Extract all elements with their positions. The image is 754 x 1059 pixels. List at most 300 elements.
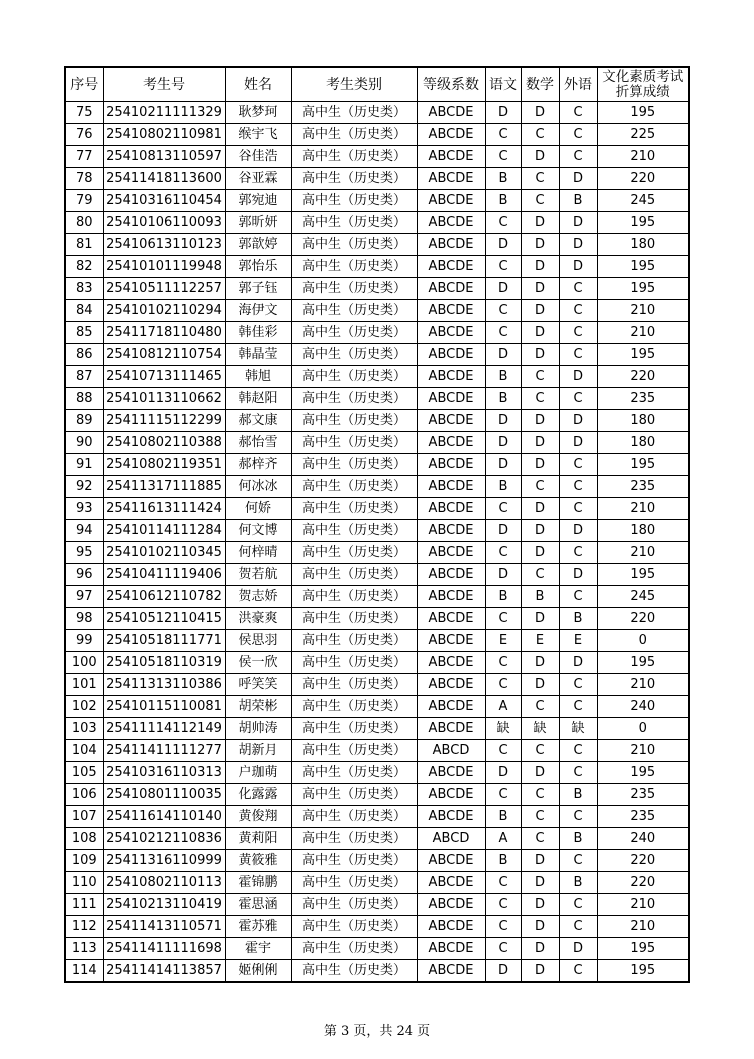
cell-seq: 92 bbox=[65, 476, 103, 498]
cell-math: D bbox=[521, 850, 559, 872]
table-row bbox=[65, 938, 689, 960]
cell-seq: 111 bbox=[65, 894, 103, 916]
cell-name: 化露露 bbox=[225, 784, 291, 806]
cell-foreign: B bbox=[559, 784, 597, 806]
cell-category: 高中生（历史类） bbox=[291, 168, 417, 190]
cell-seq: 83 bbox=[65, 278, 103, 300]
cell-chinese: D bbox=[485, 454, 521, 476]
cell-category: 高中生（历史类） bbox=[291, 300, 417, 322]
cell-foreign: C bbox=[559, 960, 597, 983]
table-row bbox=[65, 146, 689, 168]
cell-foreign: D bbox=[559, 234, 597, 256]
cell-seq: 89 bbox=[65, 410, 103, 432]
table-row bbox=[65, 388, 689, 410]
cell-math: E bbox=[521, 630, 559, 652]
cell-name: 霍锦鹏 bbox=[225, 872, 291, 894]
table-row bbox=[65, 696, 689, 718]
cell-category: 高中生（历史类） bbox=[291, 806, 417, 828]
cell-exam-id: 25410813110597 bbox=[103, 146, 225, 168]
cell-grade-coef: ABCDE bbox=[417, 454, 485, 476]
cell-score: 180 bbox=[597, 432, 689, 454]
cell-math: D bbox=[521, 608, 559, 630]
cell-math: C bbox=[521, 124, 559, 146]
cell-chinese: C bbox=[485, 256, 521, 278]
table-row bbox=[65, 894, 689, 916]
cell-category: 高中生（历史类） bbox=[291, 608, 417, 630]
cell-exam-id: 25410802110388 bbox=[103, 432, 225, 454]
cell-grade-coef: ABCDE bbox=[417, 410, 485, 432]
cell-score: 195 bbox=[597, 278, 689, 300]
cell-category: 高中生（历史类） bbox=[291, 520, 417, 542]
cell-grade-coef: ABCDE bbox=[417, 212, 485, 234]
cell-foreign: C bbox=[559, 916, 597, 938]
cell-grade-coef: ABCDE bbox=[417, 674, 485, 696]
cell-grade-coef: ABCDE bbox=[417, 916, 485, 938]
header-category: 考生类别 bbox=[291, 67, 417, 102]
cell-name: 韩佳彩 bbox=[225, 322, 291, 344]
cell-name: 侯思羽 bbox=[225, 630, 291, 652]
cell-name: 海伊文 bbox=[225, 300, 291, 322]
cell-grade-coef: ABCDE bbox=[417, 850, 485, 872]
cell-math: D bbox=[521, 652, 559, 674]
cell-name: 贺若航 bbox=[225, 564, 291, 586]
cell-exam-id: 25410512110415 bbox=[103, 608, 225, 630]
table-row bbox=[65, 872, 689, 894]
cell-seq: 109 bbox=[65, 850, 103, 872]
cell-exam-id: 25410102110294 bbox=[103, 300, 225, 322]
cell-grade-coef: ABCDE bbox=[417, 388, 485, 410]
cell-exam-id: 25410316110454 bbox=[103, 190, 225, 212]
table-row bbox=[65, 784, 689, 806]
cell-foreign: D bbox=[559, 564, 597, 586]
cell-math: D bbox=[521, 872, 559, 894]
cell-math: D bbox=[521, 938, 559, 960]
cell-foreign: 缺 bbox=[559, 718, 597, 740]
table-row bbox=[65, 828, 689, 850]
cell-grade-coef: ABCDE bbox=[417, 960, 485, 983]
cell-foreign: C bbox=[559, 586, 597, 608]
cell-seq: 76 bbox=[65, 124, 103, 146]
cell-foreign: D bbox=[559, 168, 597, 190]
cell-grade-coef: ABCDE bbox=[417, 938, 485, 960]
cell-exam-id: 25410801110035 bbox=[103, 784, 225, 806]
cell-seq: 84 bbox=[65, 300, 103, 322]
cell-math: D bbox=[521, 674, 559, 696]
cell-category: 高中生（历史类） bbox=[291, 432, 417, 454]
cell-seq: 97 bbox=[65, 586, 103, 608]
cell-seq: 99 bbox=[65, 630, 103, 652]
cell-chinese: B bbox=[485, 850, 521, 872]
cell-category: 高中生（历史类） bbox=[291, 146, 417, 168]
cell-name: 何娇 bbox=[225, 498, 291, 520]
header-math: 数学 bbox=[521, 67, 559, 102]
cell-score: 195 bbox=[597, 938, 689, 960]
table-row bbox=[65, 520, 689, 542]
cell-chinese: B bbox=[485, 586, 521, 608]
cell-seq: 107 bbox=[65, 806, 103, 828]
cell-chinese: B bbox=[485, 366, 521, 388]
table-row bbox=[65, 410, 689, 432]
cell-grade-coef: ABCDE bbox=[417, 102, 485, 124]
cell-grade-coef: ABCDE bbox=[417, 784, 485, 806]
cell-grade-coef: ABCDE bbox=[417, 366, 485, 388]
cell-grade-coef: ABCDE bbox=[417, 168, 485, 190]
cell-chinese: C bbox=[485, 784, 521, 806]
cell-foreign: B bbox=[559, 872, 597, 894]
cell-foreign: B bbox=[559, 828, 597, 850]
cell-chinese: D bbox=[485, 520, 521, 542]
cell-math: D bbox=[521, 520, 559, 542]
cell-exam-id: 25410802110113 bbox=[103, 872, 225, 894]
cell-grade-coef: ABCDE bbox=[417, 498, 485, 520]
table-body bbox=[65, 102, 689, 983]
cell-name: 何文博 bbox=[225, 520, 291, 542]
cell-score: 235 bbox=[597, 806, 689, 828]
cell-foreign: C bbox=[559, 388, 597, 410]
cell-seq: 100 bbox=[65, 652, 103, 674]
cell-exam-id: 25410518110319 bbox=[103, 652, 225, 674]
cell-category: 高中生（历史类） bbox=[291, 476, 417, 498]
cell-chinese: B bbox=[485, 168, 521, 190]
cell-name: 韩赵阳 bbox=[225, 388, 291, 410]
header-foreign: 外语 bbox=[559, 67, 597, 102]
cell-foreign: C bbox=[559, 740, 597, 762]
cell-category: 高中生（历史类） bbox=[291, 498, 417, 520]
cell-foreign: D bbox=[559, 652, 597, 674]
cell-name: 侯一欣 bbox=[225, 652, 291, 674]
cell-name: 郝文康 bbox=[225, 410, 291, 432]
cell-math: D bbox=[521, 102, 559, 124]
cell-seq: 110 bbox=[65, 872, 103, 894]
cell-grade-coef: ABCDE bbox=[417, 124, 485, 146]
cell-seq: 102 bbox=[65, 696, 103, 718]
cell-category: 高中生（历史类） bbox=[291, 630, 417, 652]
cell-name: 胡荣彬 bbox=[225, 696, 291, 718]
cell-foreign: C bbox=[559, 498, 597, 520]
cell-foreign: B bbox=[559, 190, 597, 212]
cell-name: 胡新月 bbox=[225, 740, 291, 762]
cell-grade-coef: ABCDE bbox=[417, 322, 485, 344]
cell-grade-coef: ABCDE bbox=[417, 630, 485, 652]
cell-seq: 108 bbox=[65, 828, 103, 850]
cell-grade-coef: ABCDE bbox=[417, 190, 485, 212]
cell-score: 235 bbox=[597, 476, 689, 498]
table-row bbox=[65, 256, 689, 278]
table-row bbox=[65, 454, 689, 476]
cell-name: 黄筱雅 bbox=[225, 850, 291, 872]
cell-math: D bbox=[521, 894, 559, 916]
cell-score: 195 bbox=[597, 344, 689, 366]
cell-exam-id: 25410612110782 bbox=[103, 586, 225, 608]
cell-score: 220 bbox=[597, 872, 689, 894]
cell-exam-id: 25410316110313 bbox=[103, 762, 225, 784]
cell-category: 高中生（历史类） bbox=[291, 322, 417, 344]
cell-math: D bbox=[521, 278, 559, 300]
cell-math: D bbox=[521, 256, 559, 278]
cell-chinese: B bbox=[485, 388, 521, 410]
cell-chinese: C bbox=[485, 674, 521, 696]
cell-exam-id: 25411317111885 bbox=[103, 476, 225, 498]
cell-foreign: C bbox=[559, 696, 597, 718]
cell-name: 胡帅涛 bbox=[225, 718, 291, 740]
cell-grade-coef: ABCD bbox=[417, 740, 485, 762]
cell-name: 何梓晴 bbox=[225, 542, 291, 564]
cell-foreign: B bbox=[559, 608, 597, 630]
cell-math: D bbox=[521, 454, 559, 476]
cell-chinese: A bbox=[485, 828, 521, 850]
cell-exam-id: 25411413110571 bbox=[103, 916, 225, 938]
cell-exam-id: 25411418113600 bbox=[103, 168, 225, 190]
cell-foreign: C bbox=[559, 322, 597, 344]
header-grade-coef: 等级系数 bbox=[417, 67, 485, 102]
cell-seq: 101 bbox=[65, 674, 103, 696]
table-row bbox=[65, 322, 689, 344]
cell-seq: 86 bbox=[65, 344, 103, 366]
cell-name: 郝怡雪 bbox=[225, 432, 291, 454]
cell-score: 235 bbox=[597, 388, 689, 410]
cell-chinese: C bbox=[485, 894, 521, 916]
cell-category: 高中生（历史类） bbox=[291, 234, 417, 256]
score-table bbox=[64, 66, 690, 983]
cell-grade-coef: ABCDE bbox=[417, 476, 485, 498]
cell-seq: 82 bbox=[65, 256, 103, 278]
cell-category: 高中生（历史类） bbox=[291, 916, 417, 938]
cell-grade-coef: ABCDE bbox=[417, 652, 485, 674]
cell-seq: 103 bbox=[65, 718, 103, 740]
cell-math: C bbox=[521, 740, 559, 762]
cell-chinese: C bbox=[485, 542, 521, 564]
cell-chinese: C bbox=[485, 652, 521, 674]
cell-score: 220 bbox=[597, 168, 689, 190]
cell-chinese: D bbox=[485, 344, 521, 366]
cell-exam-id: 25410411119406 bbox=[103, 564, 225, 586]
cell-score: 210 bbox=[597, 740, 689, 762]
cell-score: 210 bbox=[597, 146, 689, 168]
cell-math: D bbox=[521, 212, 559, 234]
cell-foreign: C bbox=[559, 344, 597, 366]
cell-math: D bbox=[521, 916, 559, 938]
cell-math: C bbox=[521, 828, 559, 850]
cell-name: 霍苏雅 bbox=[225, 916, 291, 938]
cell-foreign: C bbox=[559, 542, 597, 564]
cell-score: 245 bbox=[597, 586, 689, 608]
cell-foreign: D bbox=[559, 366, 597, 388]
cell-exam-id: 25411313110386 bbox=[103, 674, 225, 696]
cell-name: 耿梦珂 bbox=[225, 102, 291, 124]
cell-exam-id: 25410114111284 bbox=[103, 520, 225, 542]
cell-name: 霍宇 bbox=[225, 938, 291, 960]
cell-exam-id: 25410213110419 bbox=[103, 894, 225, 916]
cell-chinese: C bbox=[485, 300, 521, 322]
cell-exam-id: 25410802119351 bbox=[103, 454, 225, 476]
cell-math: D bbox=[521, 146, 559, 168]
cell-name: 霍思涵 bbox=[225, 894, 291, 916]
cell-math: D bbox=[521, 498, 559, 520]
table-row bbox=[65, 278, 689, 300]
cell-score: 240 bbox=[597, 696, 689, 718]
cell-category: 高中生（历史类） bbox=[291, 586, 417, 608]
cell-exam-id: 25411414113857 bbox=[103, 960, 225, 983]
cell-foreign: C bbox=[559, 476, 597, 498]
cell-grade-coef: ABCDE bbox=[417, 696, 485, 718]
cell-exam-id: 25410102110345 bbox=[103, 542, 225, 564]
cell-score: 210 bbox=[597, 542, 689, 564]
cell-math: C bbox=[521, 168, 559, 190]
cell-math: C bbox=[521, 696, 559, 718]
cell-category: 高中生（历史类） bbox=[291, 366, 417, 388]
cell-foreign: C bbox=[559, 806, 597, 828]
cell-chinese: C bbox=[485, 608, 521, 630]
cell-name: 黄俊翔 bbox=[225, 806, 291, 828]
cell-math: D bbox=[521, 432, 559, 454]
table-row bbox=[65, 124, 689, 146]
cell-grade-coef: ABCDE bbox=[417, 542, 485, 564]
cell-category: 高中生（历史类） bbox=[291, 124, 417, 146]
cell-chinese: C bbox=[485, 938, 521, 960]
cell-foreign: D bbox=[559, 938, 597, 960]
cell-foreign: C bbox=[559, 146, 597, 168]
cell-foreign: C bbox=[559, 454, 597, 476]
cell-score: 195 bbox=[597, 454, 689, 476]
cell-seq: 94 bbox=[65, 520, 103, 542]
table-row bbox=[65, 344, 689, 366]
cell-seq: 78 bbox=[65, 168, 103, 190]
cell-chinese: D bbox=[485, 410, 521, 432]
cell-exam-id: 25410113110662 bbox=[103, 388, 225, 410]
cell-score: 0 bbox=[597, 630, 689, 652]
cell-chinese: D bbox=[485, 960, 521, 983]
table-row bbox=[65, 674, 689, 696]
cell-exam-id: 25410812110754 bbox=[103, 344, 225, 366]
cell-category: 高中生（历史类） bbox=[291, 894, 417, 916]
cell-score: 180 bbox=[597, 520, 689, 542]
table-row bbox=[65, 960, 689, 983]
cell-math: C bbox=[521, 388, 559, 410]
cell-grade-coef: ABCDE bbox=[417, 300, 485, 322]
cell-chinese: C bbox=[485, 872, 521, 894]
cell-category: 高中生（历史类） bbox=[291, 256, 417, 278]
cell-category: 高中生（历史类） bbox=[291, 938, 417, 960]
cell-seq: 113 bbox=[65, 938, 103, 960]
cell-seq: 87 bbox=[65, 366, 103, 388]
cell-seq: 75 bbox=[65, 102, 103, 124]
cell-score: 220 bbox=[597, 366, 689, 388]
table-row bbox=[65, 762, 689, 784]
cell-exam-id: 25410511112257 bbox=[103, 278, 225, 300]
cell-grade-coef: ABCDE bbox=[417, 256, 485, 278]
cell-chinese: B bbox=[485, 476, 521, 498]
cell-exam-id: 25410101119948 bbox=[103, 256, 225, 278]
cell-foreign: C bbox=[559, 850, 597, 872]
cell-grade-coef: ABCDE bbox=[417, 806, 485, 828]
cell-grade-coef: ABCDE bbox=[417, 278, 485, 300]
cell-seq: 80 bbox=[65, 212, 103, 234]
table-row bbox=[65, 168, 689, 190]
table-row bbox=[65, 564, 689, 586]
cell-grade-coef: ABCDE bbox=[417, 872, 485, 894]
cell-seq: 77 bbox=[65, 146, 103, 168]
cell-math: D bbox=[521, 410, 559, 432]
table-header bbox=[65, 67, 689, 102]
cell-name: 呼笑笑 bbox=[225, 674, 291, 696]
cell-name: 韩旭 bbox=[225, 366, 291, 388]
cell-score: 240 bbox=[597, 828, 689, 850]
cell-exam-id: 25410211111329 bbox=[103, 102, 225, 124]
cell-math: C bbox=[521, 366, 559, 388]
cell-seq: 88 bbox=[65, 388, 103, 410]
cell-grade-coef: ABCDE bbox=[417, 762, 485, 784]
cell-math: D bbox=[521, 300, 559, 322]
cell-name: 郝梓齐 bbox=[225, 454, 291, 476]
cell-foreign: D bbox=[559, 520, 597, 542]
cell-foreign: D bbox=[559, 212, 597, 234]
cell-score: 180 bbox=[597, 410, 689, 432]
cell-category: 高中生（历史类） bbox=[291, 344, 417, 366]
cell-math: C bbox=[521, 806, 559, 828]
page-footer: 第 3 页，共 24 页 bbox=[323, 1024, 431, 1039]
table-row bbox=[65, 102, 689, 124]
cell-math: B bbox=[521, 586, 559, 608]
cell-grade-coef: ABCDE bbox=[417, 894, 485, 916]
cell-name: 谷佳浩 bbox=[225, 146, 291, 168]
table-row bbox=[65, 366, 689, 388]
cell-math: C bbox=[521, 190, 559, 212]
cell-category: 高中生（历史类） bbox=[291, 454, 417, 476]
cell-score: 195 bbox=[597, 564, 689, 586]
cell-category: 高中生（历史类） bbox=[291, 388, 417, 410]
cell-foreign: C bbox=[559, 278, 597, 300]
cell-seq: 91 bbox=[65, 454, 103, 476]
cell-chinese: C bbox=[485, 740, 521, 762]
cell-foreign: E bbox=[559, 630, 597, 652]
cell-chinese: D bbox=[485, 762, 521, 784]
cell-category: 高中生（历史类） bbox=[291, 652, 417, 674]
cell-score: 245 bbox=[597, 190, 689, 212]
table-row bbox=[65, 542, 689, 564]
cell-category: 高中生（历史类） bbox=[291, 674, 417, 696]
header-exam-id: 考生号 bbox=[103, 67, 225, 102]
cell-category: 高中生（历史类） bbox=[291, 718, 417, 740]
cell-chinese: C bbox=[485, 212, 521, 234]
cell-grade-coef: ABCDE bbox=[417, 344, 485, 366]
cell-exam-id: 25411316110999 bbox=[103, 850, 225, 872]
table-row bbox=[65, 608, 689, 630]
cell-math: C bbox=[521, 564, 559, 586]
cell-score: 195 bbox=[597, 212, 689, 234]
cell-name: 郭子钰 bbox=[225, 278, 291, 300]
cell-name: 姬俐俐 bbox=[225, 960, 291, 983]
header-seq: 序号 bbox=[65, 67, 103, 102]
header-score: 文化素质考试折算成绩 bbox=[597, 67, 689, 102]
table-row bbox=[65, 212, 689, 234]
cell-seq: 112 bbox=[65, 916, 103, 938]
cell-exam-id: 25410106110093 bbox=[103, 212, 225, 234]
cell-foreign: D bbox=[559, 256, 597, 278]
cell-grade-coef: ABCDE bbox=[417, 520, 485, 542]
cell-exam-id: 25410115110081 bbox=[103, 696, 225, 718]
cell-name: 谷亚霖 bbox=[225, 168, 291, 190]
cell-category: 高中生（历史类） bbox=[291, 960, 417, 983]
cell-math: C bbox=[521, 784, 559, 806]
cell-grade-coef: ABCDE bbox=[417, 564, 485, 586]
cell-chinese: C bbox=[485, 916, 521, 938]
cell-foreign: C bbox=[559, 762, 597, 784]
cell-score: 210 bbox=[597, 498, 689, 520]
cell-exam-id: 25411411111277 bbox=[103, 740, 225, 762]
cell-category: 高中生（历史类） bbox=[291, 762, 417, 784]
cell-score: 210 bbox=[597, 322, 689, 344]
cell-category: 高中生（历史类） bbox=[291, 740, 417, 762]
